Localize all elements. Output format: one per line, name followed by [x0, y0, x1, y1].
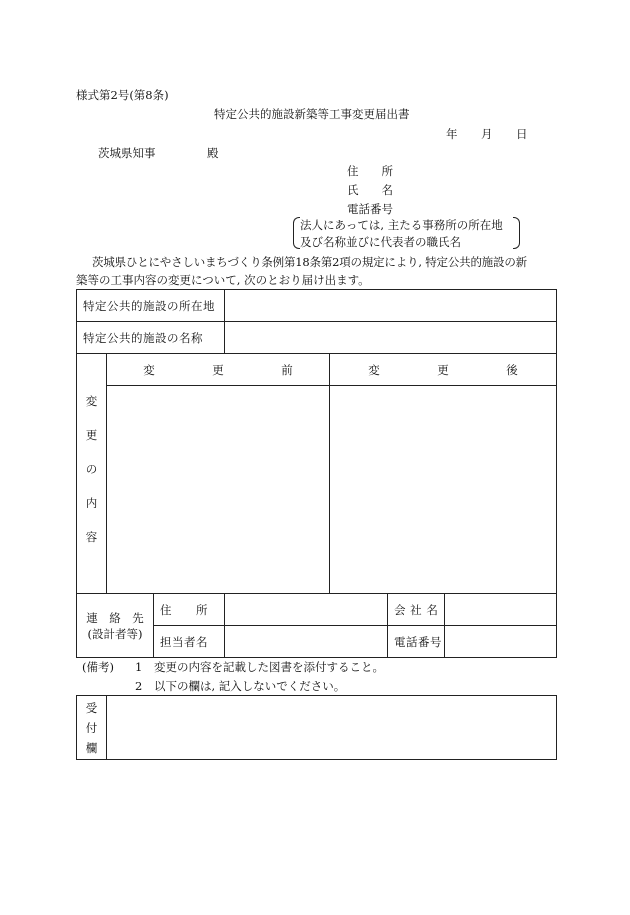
person-in-charge-field[interactable] — [225, 626, 388, 658]
note-item-1-number: 1 — [135, 660, 143, 674]
contact-address-label: 住 所 — [154, 594, 225, 626]
contact-phone-field[interactable] — [445, 626, 557, 658]
applicant-note-line1: 法人にあっては, 主たる事務所の所在地 — [300, 218, 503, 232]
change-content-char: 変 — [85, 393, 98, 408]
addressee-honorific: 殿 — [207, 146, 219, 160]
note-bracket-left — [293, 217, 300, 249]
note-item-1-text: 変更の内容を記載した図書を添付すること。 — [154, 660, 384, 674]
contact-phone-label: 電話番号 — [388, 626, 445, 658]
change-content-char: 更 — [85, 427, 98, 442]
reception-char: 欄 — [85, 740, 98, 755]
change-content-char: の — [85, 461, 98, 476]
date-month-label: 月 — [481, 127, 493, 141]
before-change-field[interactable] — [107, 386, 330, 594]
change-content-char: 内 — [85, 495, 98, 510]
date-day-label: 日 — [516, 127, 528, 141]
facility-location-label: 特定公共的施設の所在地 — [77, 290, 225, 322]
company-name-field[interactable] — [445, 594, 557, 626]
applicant-phone-label: 電話番号 — [347, 202, 393, 216]
note-bracket-right — [513, 217, 520, 249]
reception-char: 付 — [85, 720, 98, 735]
after-change-header: 変 更 後 — [330, 354, 557, 386]
reception-field — [107, 696, 557, 760]
contact-address-field[interactable] — [225, 594, 388, 626]
reception-char: 受 — [85, 700, 98, 715]
facility-location-field[interactable] — [225, 290, 557, 322]
before-change-header: 変 更 前 — [107, 354, 330, 386]
applicant-note-line2: 及び名称並びに代表者の職氏名 — [300, 235, 461, 249]
page-title: 特定公共的施設新築等工事変更届出書 — [214, 107, 410, 121]
reception-label — [77, 696, 107, 760]
after-change-field[interactable] — [330, 386, 557, 594]
addressee-name: 茨城県知事 — [98, 146, 156, 160]
applicant-address-label: 住 所 — [347, 164, 393, 178]
facility-name-label: 特定公共的施設の名称 — [77, 322, 225, 354]
contact-label-line1: 連 絡 先 — [86, 610, 144, 625]
change-form-table — [76, 289, 557, 658]
note-item-2-number: 2 — [135, 679, 143, 693]
facility-name-field[interactable] — [225, 322, 557, 354]
reception-table — [76, 695, 557, 760]
body-text-line1: 茨城県ひとにやさしいまちづくり条例第18条第2項の規定により, 特定公共的施設の新 — [92, 255, 527, 269]
contact-label — [77, 594, 154, 658]
body-text-line2: 築等の工事内容の変更について, 次のとおり届け出ます。 — [76, 273, 370, 287]
date-year-label: 年 — [446, 127, 458, 141]
contact-label-line2: (設計者等) — [87, 626, 143, 641]
change-content-label — [77, 354, 107, 594]
person-in-charge-label: 担当者名 — [154, 626, 225, 658]
note-item-2-text: 以下の欄は, 記入しないでください。 — [154, 679, 346, 693]
applicant-name-label: 氏 名 — [347, 183, 393, 197]
company-name-label: 会 社 名 — [388, 594, 445, 626]
form-number: 様式第2号(第8条) — [76, 88, 169, 102]
notes-header: (備考) — [82, 660, 114, 674]
change-content-char: 容 — [85, 529, 98, 544]
